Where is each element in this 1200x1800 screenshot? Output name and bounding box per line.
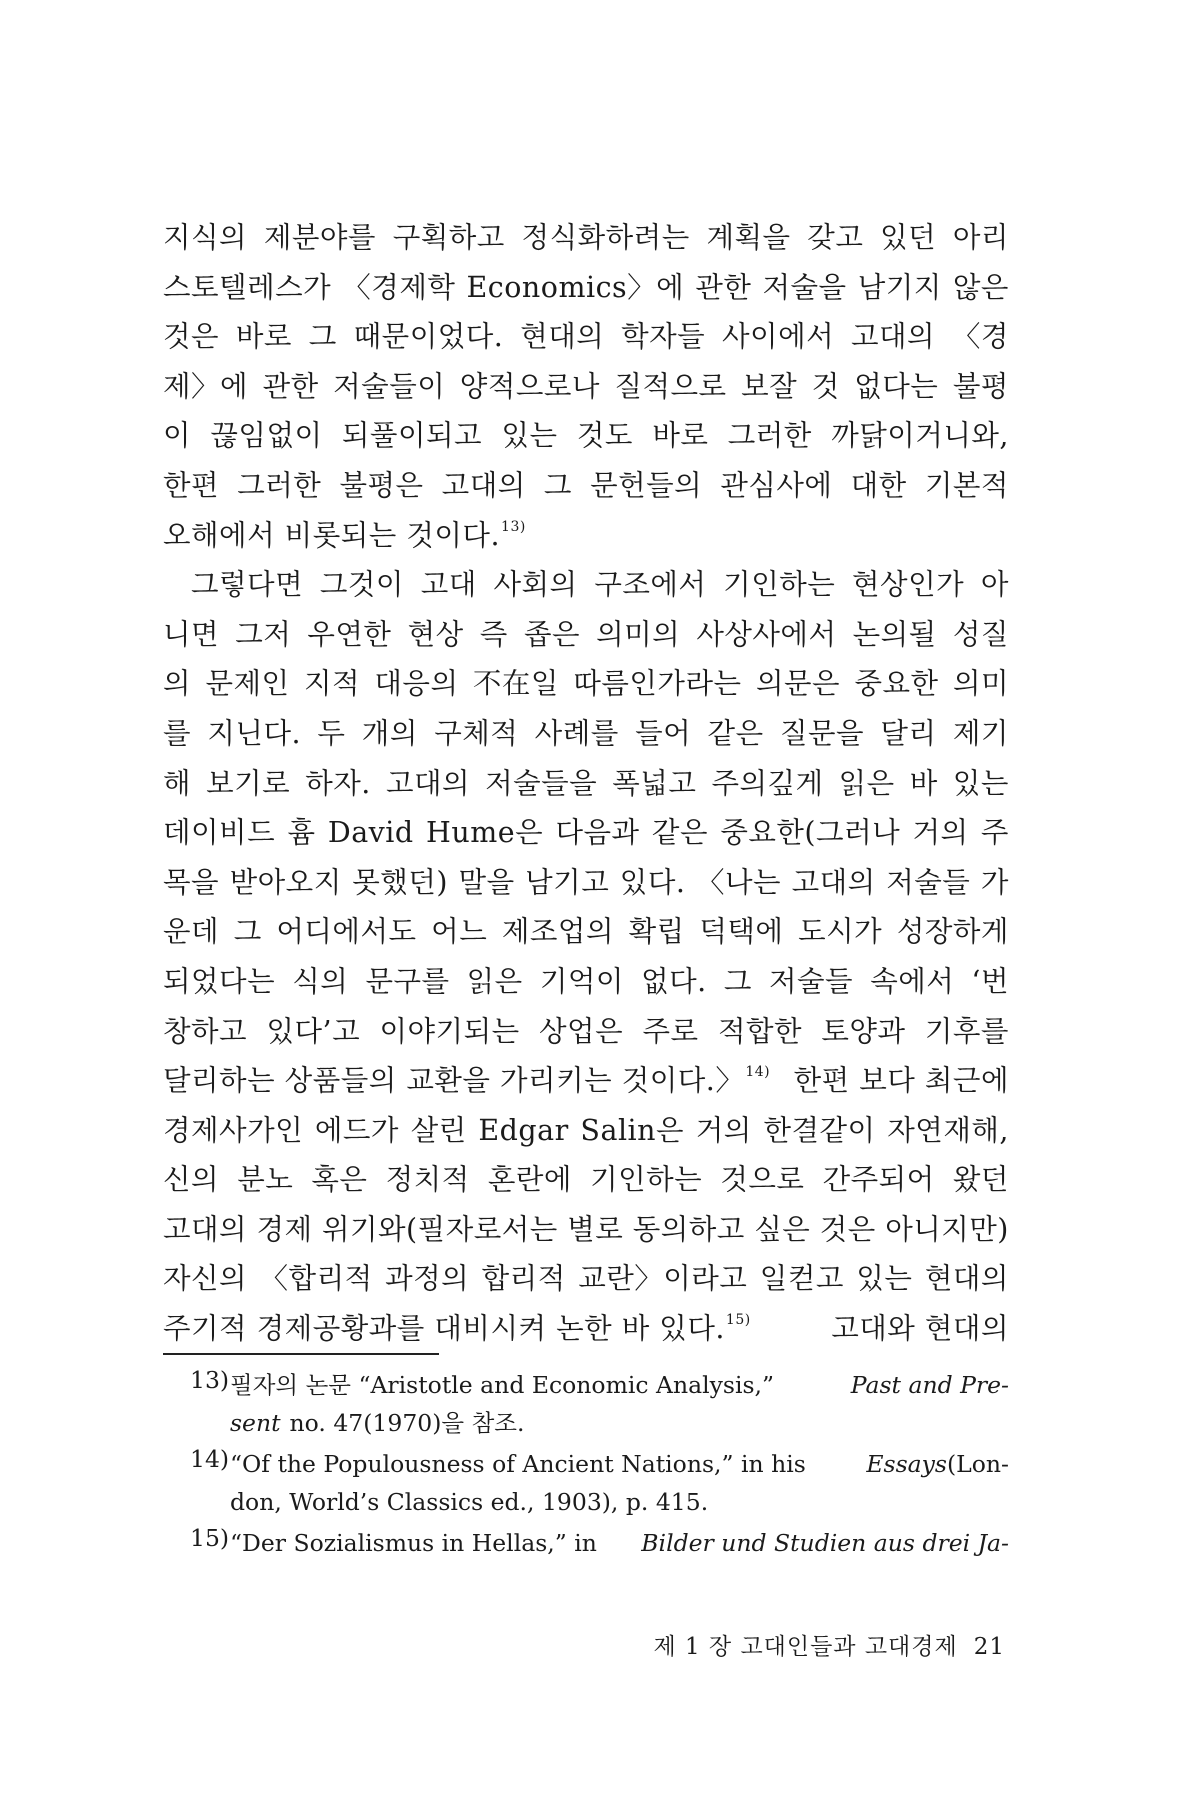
footnote-text: (Lon-	[947, 1450, 1009, 1478]
word: 경제사가인	[163, 1113, 304, 1147]
word: 상업은	[539, 1014, 624, 1048]
word: 덕택에	[699, 915, 784, 949]
word: Salin은	[580, 1113, 685, 1147]
text-line	[163, 1007, 1009, 1057]
word: 않은	[952, 270, 1009, 304]
footnote-italic: Bilder und Studien aus drei Ja-	[641, 1529, 1009, 1557]
word: 사이에서	[722, 320, 835, 354]
word: 읽은	[466, 964, 523, 998]
word: 기본적	[924, 468, 1009, 502]
word: 스토텔레스가	[163, 270, 332, 304]
word: 아	[980, 568, 1009, 602]
word: 그렇다면	[191, 568, 304, 602]
word: 갖고	[807, 221, 864, 254]
word: 개의	[361, 716, 418, 750]
word: 저술들	[768, 964, 854, 998]
word: 바	[909, 766, 938, 800]
word: 것도	[576, 419, 633, 453]
word: 질적으로	[614, 369, 727, 403]
word: 대한	[850, 468, 907, 502]
word: 경제	[256, 1212, 313, 1246]
word: 관한	[695, 270, 752, 304]
word: 없다.	[641, 964, 707, 998]
word: 흄	[287, 816, 316, 850]
footnote-line	[230, 1366, 1009, 1404]
word: 현상인가	[852, 568, 965, 602]
footnote-text: don, World’s Classics ed., 1903), p. 415.	[230, 1488, 709, 1516]
word: 주로	[642, 1014, 699, 1048]
word: 아리	[952, 221, 1009, 254]
word: 그저	[235, 617, 292, 651]
word: 것은	[163, 320, 220, 354]
word: 간주되어	[822, 1163, 935, 1197]
text-line	[163, 312, 1009, 362]
word: 도시가	[798, 915, 883, 949]
footnote-italic: Past and Pre-	[850, 1371, 1009, 1399]
word: 위기와(필자로서는	[321, 1212, 558, 1246]
word: 질문을	[779, 716, 865, 750]
word: 기인하는	[590, 1163, 703, 1197]
word: 불평은	[339, 468, 424, 502]
word: 운데	[163, 915, 220, 949]
word: 있는	[952, 766, 1009, 800]
word: 제〉에	[163, 369, 249, 403]
footnote-italic: sent	[230, 1409, 281, 1437]
text-line	[163, 709, 1009, 759]
word: 확립	[628, 915, 685, 949]
word: Edgar	[478, 1113, 569, 1147]
footnote-line	[230, 1483, 1009, 1521]
text-span: 한편 보다 최근에	[793, 1064, 1009, 1098]
word: 를	[163, 716, 192, 750]
word: 고대의	[850, 320, 936, 354]
word: 중요한	[854, 667, 939, 701]
page-number: 21	[973, 1634, 1005, 1660]
word: 고대의	[385, 766, 471, 800]
word: 것	[811, 369, 840, 403]
word: 되었다는	[163, 964, 276, 998]
text-line	[163, 1056, 1009, 1106]
word: 의미	[952, 667, 1009, 701]
word: 기후를	[924, 1014, 1009, 1048]
footnote-ref-13: 13)	[501, 518, 526, 535]
word: 거의	[912, 816, 969, 850]
word: 살린	[410, 1113, 467, 1147]
word: 같은	[651, 816, 708, 850]
word: 바로	[235, 320, 292, 354]
chapter-title: 제 1 장 고대인들과 고대경제	[653, 1634, 958, 1660]
text-line	[163, 511, 1009, 561]
text-line	[163, 213, 1009, 263]
word: 가	[980, 865, 1009, 899]
word: 관심사에	[720, 468, 833, 502]
word: 그것이	[319, 568, 404, 602]
word: Hume은	[426, 816, 544, 850]
word: 지적	[303, 667, 360, 701]
text-span: 오해에서 비롯되는 것이다.$^{13)}$	[163, 518, 526, 552]
word: 좁은	[523, 617, 580, 651]
word: 성장하게	[896, 915, 1009, 949]
word: 합리적	[481, 1262, 566, 1296]
word: 자신의	[163, 1262, 248, 1296]
word: 있는	[856, 1262, 913, 1296]
footnote-text: 필자의 논문 “Aristotle and Economic Analysis,”	[230, 1371, 775, 1399]
word: 신의	[163, 1163, 220, 1197]
footnote-13	[190, 1366, 1009, 1442]
word: 있다’고	[266, 1014, 361, 1048]
word: 이	[163, 419, 192, 453]
text-line	[163, 659, 1009, 709]
word: 이야기되는	[379, 1014, 520, 1048]
word: 문구를	[365, 964, 450, 998]
word: 없다는	[854, 369, 939, 403]
word: 정식화하려는	[521, 221, 690, 254]
text-span: 주기적 경제공황과를 대비시켜 논한 바 있다.$^{15)}$	[163, 1312, 751, 1346]
footnote-text: “Der Sozialismus in Hellas,” in	[230, 1529, 597, 1557]
word: 혼란에	[487, 1163, 572, 1197]
word: 논의될	[852, 617, 937, 651]
word: 의미의	[596, 617, 681, 651]
text-span: 고대와 현대의	[831, 1312, 1009, 1346]
word: 목을	[163, 865, 220, 899]
word: 대응의	[374, 667, 459, 701]
word: 달리	[880, 716, 937, 750]
word: 어느	[431, 915, 488, 949]
word: 남기고	[525, 865, 610, 899]
word: 그	[723, 964, 752, 998]
word: 학자들	[621, 320, 706, 354]
word: 고대의	[441, 468, 526, 502]
footnote-rule	[163, 1353, 439, 1355]
word: ‘번	[971, 964, 1009, 998]
text-line	[163, 461, 1009, 511]
footnote-number: 14)	[190, 1445, 230, 1473]
text-line	[163, 411, 1009, 461]
word: 따름인가라는	[573, 667, 742, 701]
word: 되풀이되고	[341, 419, 483, 453]
word: 자연재해,	[887, 1113, 1009, 1147]
word: 저술들	[886, 865, 971, 899]
word: 같은	[707, 716, 764, 750]
word: 제분야를	[263, 221, 376, 254]
word: 지식의	[163, 221, 248, 254]
word: 동의하고	[632, 1212, 745, 1246]
word: 왔던	[952, 1163, 1009, 1197]
word: 일컫고	[759, 1262, 844, 1296]
word: 혹은	[311, 1163, 368, 1197]
footnote-line	[230, 1404, 1009, 1442]
word: 사상사에서	[696, 617, 837, 651]
word: 계획을	[706, 221, 791, 254]
word: 저술을	[762, 270, 847, 304]
word: 있다.	[619, 865, 686, 899]
word: 토양과	[821, 1014, 906, 1048]
word: 교란〉이라고	[578, 1262, 748, 1296]
footnote-14	[190, 1445, 1009, 1521]
word: 〈합리적	[259, 1262, 373, 1296]
word: 기억이	[539, 964, 624, 998]
word: 관한	[262, 369, 319, 403]
word: 까닭이거니와,	[831, 419, 1009, 453]
word: 그	[308, 320, 337, 354]
word: 아니지만)	[885, 1212, 1009, 1246]
footnote-number: 13)	[190, 1366, 230, 1394]
word: 끊임없이	[210, 419, 323, 453]
word: 식의	[292, 964, 349, 998]
text-line	[163, 808, 1009, 858]
text-line	[163, 759, 1009, 809]
word: 싶은	[754, 1212, 811, 1246]
word: 보기로	[206, 766, 291, 800]
word: 성질	[952, 617, 1009, 651]
word: 것으로	[720, 1163, 805, 1197]
footnote-text: “Of the Populousness of Ancient Nations,” in his	[230, 1450, 806, 1478]
word: 있던	[880, 221, 937, 254]
footnotes	[190, 1366, 1009, 1565]
text-line	[163, 1205, 1009, 1255]
word: 다음과	[555, 816, 640, 850]
word: 현대의	[924, 1262, 1009, 1296]
word: 데이비드	[163, 816, 276, 850]
word: 구획하고	[392, 221, 505, 254]
word: 폭넓고	[612, 766, 697, 800]
word: 한결같이	[763, 1113, 876, 1147]
footnote-ref-14: 14)	[745, 1064, 771, 1081]
word: 그러한	[727, 419, 812, 453]
word: 중요한(그러나	[720, 816, 901, 850]
word: 기인하는	[723, 568, 836, 602]
word: 제조업의	[501, 915, 614, 949]
text-line	[163, 907, 1009, 957]
word: 하자.	[305, 766, 371, 800]
word: 속에서	[870, 964, 955, 998]
word: 고대의	[791, 865, 876, 899]
word: 저술들이	[333, 369, 446, 403]
word: 에드가	[314, 1113, 399, 1147]
text-line	[163, 1106, 1009, 1156]
word: 그	[543, 468, 572, 502]
word: 문제인	[205, 667, 290, 701]
word: 남기지	[857, 270, 942, 304]
text-line	[163, 957, 1009, 1007]
word: 양적으로나	[459, 369, 600, 403]
word: 不在일	[472, 667, 559, 701]
word: 말을	[458, 865, 515, 899]
text-line	[163, 1254, 1009, 1304]
footnote-text: no. 47(1970)을 참조.	[289, 1409, 525, 1437]
footnote-ref-15: 15)	[725, 1312, 751, 1329]
word: 별로	[567, 1212, 624, 1246]
word: 현상	[407, 617, 464, 651]
running-footer	[653, 1628, 1005, 1661]
word: 고대의	[163, 1212, 248, 1246]
word: 못했던)	[352, 865, 448, 899]
word: 저술들을	[485, 766, 598, 800]
word: 적합한	[717, 1014, 803, 1048]
text-line	[163, 858, 1009, 908]
word: 두	[317, 716, 346, 750]
word: 구체적	[434, 716, 519, 750]
word: 사례를	[534, 716, 619, 750]
word: 주의깊게	[711, 766, 824, 800]
word: 창하고	[163, 1014, 248, 1048]
body-text	[163, 213, 1009, 1354]
word: 받아오지	[229, 865, 342, 899]
footnote-line	[230, 1445, 1009, 1483]
word: 정치적	[385, 1163, 470, 1197]
word: 불평	[952, 369, 1009, 403]
word: 그	[233, 915, 262, 949]
word: 거의	[695, 1113, 752, 1147]
word: 읽은	[838, 766, 895, 800]
word: 사회의	[493, 568, 578, 602]
text-line	[163, 1304, 1009, 1354]
footnote-15	[190, 1524, 1009, 1562]
word: 〈경제학	[342, 270, 456, 304]
word: Economics〉에	[466, 270, 685, 304]
word: 〈경	[951, 320, 1009, 354]
word: 지닌다.	[207, 716, 302, 750]
word: 의	[163, 667, 192, 701]
word: 문헌들의	[590, 468, 703, 502]
word: 분노	[237, 1163, 294, 1197]
text-line	[163, 1155, 1009, 1205]
word: 과정의	[385, 1262, 470, 1296]
text-line	[163, 362, 1009, 412]
word: 고대	[420, 568, 477, 602]
word: 때문이었다.	[353, 320, 504, 354]
word: 바로	[652, 419, 709, 453]
text-line	[163, 560, 1009, 610]
word: 주	[980, 816, 1009, 850]
word: David	[327, 816, 414, 850]
text-span: 달리하는 상품들의 교환을 가리키는 것이다.〉$^{14)}$	[163, 1064, 771, 1098]
word: 보잘	[741, 369, 798, 403]
footnote-text	[866, 1445, 1009, 1483]
word: 것은	[819, 1212, 876, 1246]
text-line	[163, 263, 1009, 313]
word: 우연한	[307, 617, 392, 651]
word: 의문은	[755, 667, 841, 701]
footnote-number: 15)	[190, 1524, 230, 1552]
word: 그러한	[237, 468, 322, 502]
word: 구조에서	[594, 568, 707, 602]
word: 어디에서도	[276, 915, 417, 949]
word: 들어	[635, 716, 692, 750]
word: 〈나는	[695, 865, 782, 899]
word: 한편	[163, 468, 220, 502]
word: 현대의	[520, 320, 605, 354]
word: 해	[163, 766, 192, 800]
paragraph-1	[163, 213, 1009, 560]
word: 즉	[479, 617, 508, 651]
footnote-line	[230, 1524, 1009, 1562]
footnote-italic: Essays	[866, 1450, 947, 1478]
text-line	[163, 610, 1009, 660]
word: 제기	[952, 716, 1009, 750]
word: 니면	[163, 617, 220, 651]
paragraph-2	[163, 560, 1009, 1354]
word: 있는	[501, 419, 558, 453]
